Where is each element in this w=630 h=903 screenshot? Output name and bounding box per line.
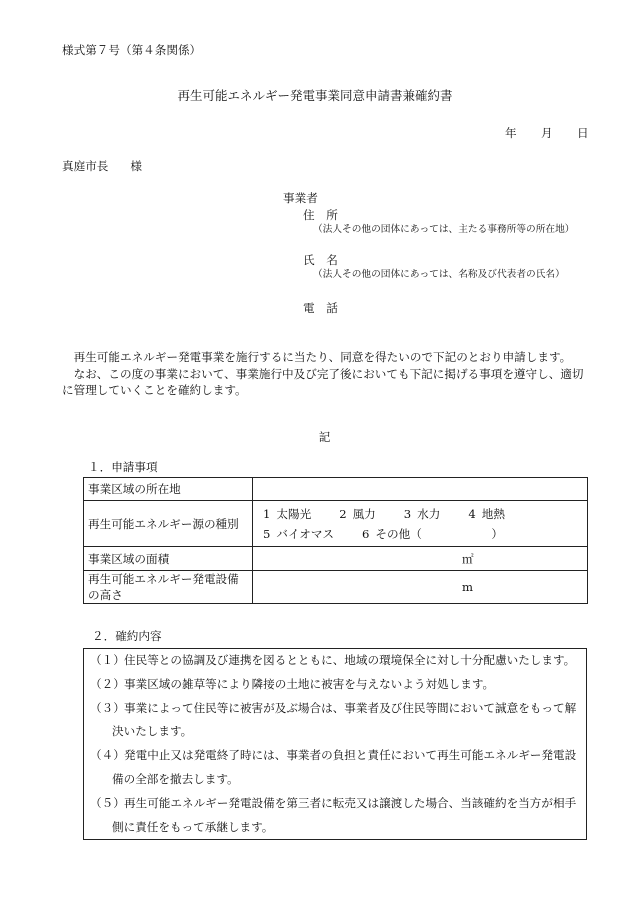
table-row [84, 478, 588, 501]
applicant-heading: 事業者 [283, 191, 318, 205]
statement-paragraph: なお、この度の事業において、事業施行中及び完了後においても下記に掲げる事項を遵守し、適切に管理していくことを確約します。 [62, 366, 584, 397]
phone-label: 電 話 [303, 301, 338, 315]
energy-option-number: 1 [263, 506, 271, 521]
energy-option-label: 水力 [417, 506, 441, 521]
pledge-item [90, 744, 584, 792]
pledge-text: 発電中止又は発電終了時には、事業者の負担と責任において再生可能エネルギー発電設備の全部を撤去します。 [112, 748, 577, 786]
energy-type-label: 再生可能エネルギー源の種別 [84, 501, 253, 547]
addressee-name: 真庭市長 [62, 159, 109, 173]
pledges-box [83, 648, 587, 840]
statement-paragraph: 再生可能エネルギー発電事業を施行するに当たり、同意を得たいので下記のとおり申請します。 [73, 350, 572, 364]
energy-type-options [253, 501, 588, 547]
pledge-number: （２） [90, 676, 125, 691]
pledge-number: （５） [90, 795, 125, 810]
energy-option-number: 3 [403, 506, 412, 521]
application-table [83, 477, 588, 604]
ki-heading: 記 [318, 430, 331, 444]
height-label: 再生可能エネルギー発電設備の高さ [84, 571, 253, 604]
energy-option-solar [263, 504, 311, 524]
energy-option-label: 太陽光 [276, 506, 312, 521]
energy-option-label: バイオマス [276, 526, 335, 541]
energy-option-wind [339, 504, 376, 524]
pledge-text: 事業区域の雑草等により隣接の土地に被害を与えないよう対処します。 [124, 676, 495, 691]
pledge-number: （３） [90, 700, 125, 715]
energy-option-label: その他（ ） [375, 526, 503, 541]
pledge-item [90, 673, 584, 697]
date-line [505, 125, 613, 141]
addressee-honorific: 様 [130, 159, 142, 173]
energy-option-number: 5 [263, 526, 271, 541]
pledge-item [90, 697, 584, 745]
address-note: （法人その他の団体にあっては、主たる事務所等の所在地） [313, 224, 575, 235]
height-unit: m [253, 571, 588, 604]
date-month-label: 月 [541, 126, 553, 140]
table-row [84, 501, 588, 547]
pledges-section-heading: ２．確約内容 [92, 629, 162, 643]
pledge-item [90, 649, 584, 673]
area-label: 事業区域の面積 [84, 547, 253, 571]
energy-option-geothermal [468, 504, 505, 524]
table-row [84, 547, 588, 571]
form-number: 様式第７号（第４条関係） [62, 43, 202, 57]
energy-option-number: 6 [362, 526, 370, 541]
date-day-label: 日 [577, 126, 589, 140]
application-section-heading: １．申請事項 [88, 460, 158, 474]
location-label: 事業区域の所在地 [84, 478, 253, 501]
pledge-text: 再生可能エネルギー発電設備を第三者に転売又は譲渡した場合、当該確約を当方が相手側に責任をもって承継します。 [112, 795, 577, 834]
name-label: 氏 名 [303, 253, 338, 267]
energy-option-number: 4 [468, 506, 476, 521]
energy-options-line [263, 504, 583, 524]
statement [62, 349, 587, 399]
pledge-item [90, 792, 584, 840]
energy-option-hydro [404, 504, 441, 524]
energy-option-label: 地熱 [481, 506, 505, 521]
pledge-text: 事業によって住民等に被害が及ぶ場合は、事業者及び住民等間において誠意をもって解決いたします。 [112, 700, 577, 739]
location-value-cell [253, 478, 588, 501]
document-title: 再生可能エネルギー発電事業同意申請書兼確約書 [177, 88, 453, 103]
area-unit: ㎡ [253, 547, 588, 571]
table-row [84, 571, 588, 604]
energy-option-biomass [263, 524, 334, 544]
energy-option-number: 2 [339, 506, 347, 521]
pledge-text: 住民等との協調及び連携を図るとともに、地域の環境保全に対し十分配慮いたします。 [124, 653, 576, 667]
address-label: 住 所 [303, 208, 338, 222]
energy-option-label: 風力 [352, 506, 376, 521]
pledge-number: （４） [90, 748, 125, 763]
pledge-number: （１） [90, 653, 125, 667]
date-year-label: 年 [505, 126, 517, 140]
addressee [62, 158, 142, 174]
energy-option-other [362, 524, 503, 544]
name-note: （法人その他の団体にあっては、名称及び代表者の氏名） [313, 269, 565, 280]
energy-options-line [263, 524, 583, 544]
